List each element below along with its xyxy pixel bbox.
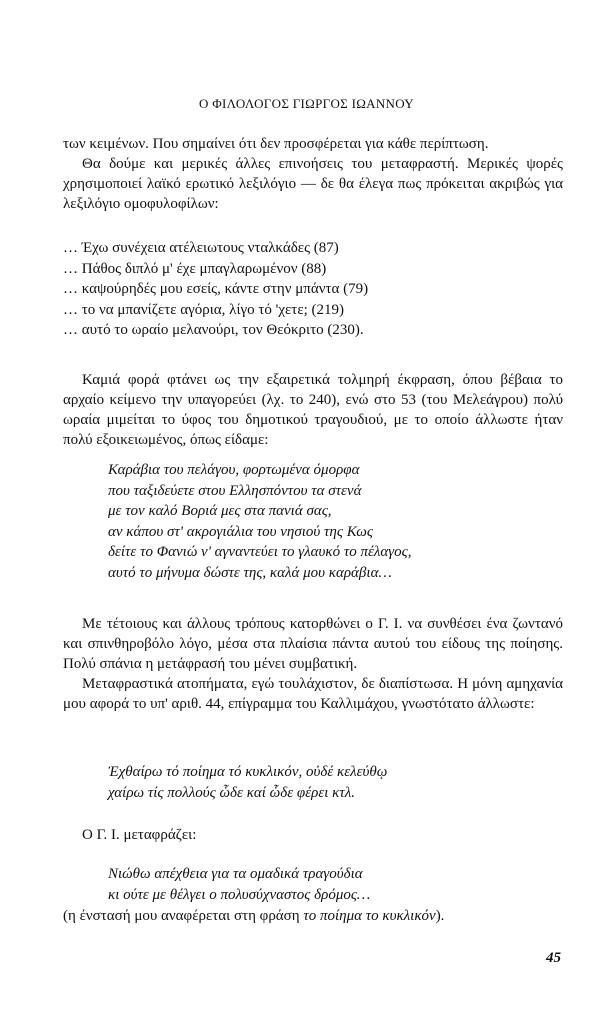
paragraph-6-block xyxy=(63,825,563,845)
poem-1 xyxy=(108,460,568,583)
quote-line: … καψούρηδές μου εσείς, κάντε στην μπάντα (79) xyxy=(63,281,369,297)
greek-quote-line: χαίρω τίς πολλούς ὧδε καί ὧδε φέρει κτλ. xyxy=(108,784,355,801)
poem-line: αυτό το μήνυμα δώστε της, καλά μου καράβια… xyxy=(108,564,392,581)
note-before: (η ένστασή μου αναφέρεται στη φράση xyxy=(63,908,304,924)
poem-line: δείτε το Φανιώ ν' αγναντεύει το γλαυκό το πέλαγος, xyxy=(108,544,412,560)
paragraph-3-block xyxy=(63,370,563,450)
greek-quote-line: Ἐχθαίρω τό ποίημα τό κυκλικόν, οὐδέ κελεύθῳ xyxy=(108,764,388,780)
greek-quote xyxy=(108,762,568,803)
paragraph-1-block xyxy=(63,134,563,214)
poem-line: κι ούτε με θέλγει ο πολυσύχναστος δρόμος… xyxy=(108,886,371,903)
paragraph-4-5-block xyxy=(63,614,563,714)
quote-line: … Πάθος διπλό μ' έχε μπαγλαρωμένον (88) xyxy=(63,260,327,277)
poem-line: που ταξιδεύετε στου Ελλησπόντου τα στενά xyxy=(108,482,362,499)
poem-2 xyxy=(108,864,568,905)
note-after: ). xyxy=(435,908,445,924)
poem-line: αν κάπου στ' ακρογιάλια του νησιού της Κως xyxy=(108,523,373,540)
paragraph: Ο Γ. Ι. μεταφράζει: xyxy=(82,827,197,843)
page-number: 45 xyxy=(546,950,561,966)
running-head: Ο ΦΙΛΟΛΟΓΟΣ ΓΙΩΡΓΟΣ ΙΩΑΝΝΟΥ xyxy=(199,96,414,111)
note-italic: το ποίημα το κυκλικόν xyxy=(303,908,436,924)
poem-line: Νιώθω απέχθεια για τα ομαδικά τραγούδια xyxy=(108,866,363,882)
paragraph: Με τέτοιους και άλλους τρόπους κατορθώνει ο Γ. Ι. να συνθέσει ένα ζωντανό και σπινθηροβόλο λόγο, μέσα στα πλαίσια πάντα αυτού του είδους της ποίησης. Πολύ σπάνια η μετάφρασή του μένει συμβατική. xyxy=(63,616,563,672)
quote-line: … αυτό το ωραίο μελανούρι, τον Θεόκριτο (230). xyxy=(63,322,364,338)
note-line xyxy=(63,906,563,927)
paragraph: των κειμένων. Που σημαίνει ότι δεν προσφέρεται για κάθε περίπτωση. xyxy=(63,136,489,152)
quote-line: … Έχω συνέχεια ατέλειωτους νταλκάδες (87) xyxy=(63,240,339,256)
quotes-list xyxy=(63,238,563,341)
paragraph: Θα δούμε και μερικές άλλες επινοήσεις του μεταφραστή. Μερικές ψορές χρησιμοποιεί λαϊκό ερωτικό λεξιλόγιο — δε θα έλεγα πως πρόκειται ακριβώς για λεξιλόγιο ομοφυλοφίλων: xyxy=(63,156,563,212)
poem-line: με τον καλό Βοριά μες στα πανιά σας, xyxy=(108,503,332,519)
paragraph: Καμιά φορά φτάνει ως την εξαιρετικά τολμηρή έκφραση, όπου βέβαια το αρχαίο κείμενο την υπαγορεύει (λχ. το 240), ενώ στο 53 (του Μελεάγρου) πολύ ωραία μιμείται το ύφος του δημοτικού τραγουδιού, με το οποίο άλλωστε ήταν πολύ εξοικειωμένος, όπως είδαμε: xyxy=(63,372,563,448)
note xyxy=(63,906,563,927)
quote-line: … το να μπανίζετε αγόρια, λίγο τό 'χετε; (219) xyxy=(63,301,345,318)
paragraph: Μεταφραστικά ατοπήματα, εγώ τουλάχιστον, δε διαπίστωσα. Η μόνη αμηχανία μου αφορά το υπ' αριθ. 44, επίγραμμα του Καλλιμάχου, γνωστότατο άλλωστε: xyxy=(63,676,563,712)
poem-line: Καράβια του πελάγου, φορτωμένα όμορφα xyxy=(108,462,360,478)
